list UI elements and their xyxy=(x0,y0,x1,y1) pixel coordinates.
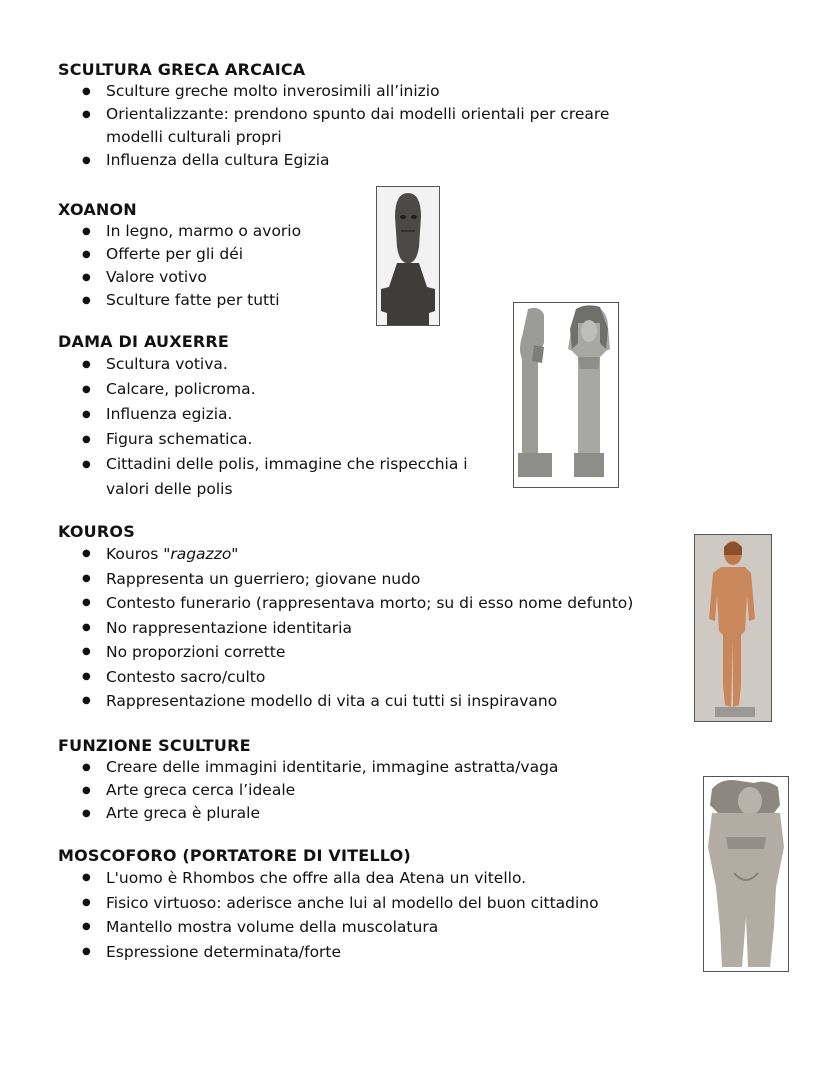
section-dama-di-auxerre xyxy=(58,332,478,502)
list-item: ● Arte greca è plurale xyxy=(58,802,618,825)
bullet-list xyxy=(58,866,678,964)
list-item: ● Influenza egizia. xyxy=(58,402,478,427)
list-item: ● Contesto sacro/culto xyxy=(58,665,683,690)
kouros-label: Kouros xyxy=(106,545,164,563)
list-item: ● Fisico virtuoso: aderisce anche lui al modello del buon cittadino xyxy=(58,891,678,916)
list-item: ● Mantello mostra volume della muscolatura xyxy=(58,915,678,940)
list-item: ● Sculture greche molto inverosimili all’inizio xyxy=(58,80,718,103)
section-funzione-sculture xyxy=(58,736,618,825)
section-heading: FUNZIONE SCULTURE xyxy=(58,736,251,755)
bullet-list xyxy=(58,542,683,714)
dama-di-auxerre-image xyxy=(513,302,619,488)
section-moscoforo xyxy=(58,846,678,964)
list-item: ● Calcare, policroma. xyxy=(58,377,478,402)
bullet-list xyxy=(58,220,378,312)
list-item: ● No proporzioni corrette xyxy=(58,640,683,665)
section-heading: KOUROS xyxy=(58,522,135,541)
list-item: ● Contesto funerario (rappresentava morto; su di esso nome defunto) xyxy=(58,591,683,616)
list-item: ● Sculture fatte per tutti xyxy=(58,289,378,312)
list-item: ● Cittadini delle polis, immagine che rispecchia i valori delle polis xyxy=(58,452,478,502)
list-item: ● In legno, marmo o avorio xyxy=(58,220,378,243)
list-item: ● Creare delle immagini identitarie, immagine astratta/vaga xyxy=(58,756,618,779)
list-item: ● Rappresenta un guerriero; giovane nudo xyxy=(58,567,683,592)
list-item: ● Offerte per gli déi xyxy=(58,243,378,266)
list-item: ● Arte greca cerca l’ideale xyxy=(58,779,618,802)
section-heading: MOSCOFORO (PORTATORE DI VITELLO) xyxy=(58,846,411,865)
kouros-term: "ragazzo" xyxy=(163,545,239,563)
bullet-list xyxy=(58,756,618,825)
section-xoanon xyxy=(58,200,378,312)
list-item: ● Espressione determinata/forte xyxy=(58,940,678,965)
list-item: ● Figura schematica. xyxy=(58,427,478,452)
bullet-list xyxy=(58,352,478,502)
moscoforo-image xyxy=(703,776,789,972)
list-item: ● Orientalizzante: prendono spunto dai modelli orientali per creare modelli culturali propri xyxy=(58,103,666,149)
list-item: ● L'uomo è Rhombos che offre alla dea Atena un vitello. xyxy=(58,866,678,891)
section-heading: XOANON xyxy=(58,200,137,219)
list-item: ● Influenza della cultura Egizia xyxy=(58,149,718,172)
list-item xyxy=(58,542,683,567)
xoanon-image xyxy=(376,186,440,326)
list-item: ● Rappresentazione modello di vita a cui tutti si inspiravano xyxy=(58,689,683,714)
list-item: ● Scultura votiva. xyxy=(58,352,478,377)
section-heading: DAMA DI AUXERRE xyxy=(58,332,230,351)
list-item: ● Valore votivo xyxy=(58,266,378,289)
bullet-list xyxy=(58,80,718,172)
list-item: ● No rappresentazione identitaria xyxy=(58,616,683,641)
section-heading: SCULTURA GRECA ARCAICA xyxy=(58,60,306,79)
section-scultura-greca-arcaica xyxy=(58,60,718,172)
kouros-image xyxy=(694,534,772,722)
section-kouros xyxy=(58,522,683,714)
